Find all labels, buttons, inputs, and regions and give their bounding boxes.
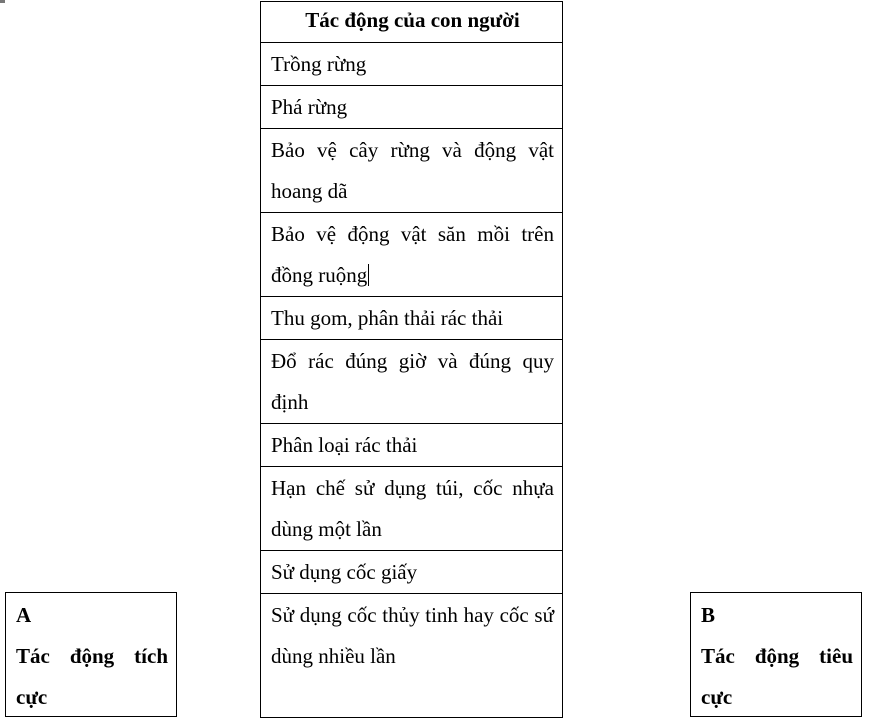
table-cell[interactable]: Bảo vệ cây rừng và động vật hoang dã bbox=[261, 129, 563, 213]
box-b-negative-impact[interactable] bbox=[690, 592, 862, 717]
box-b-letter: B bbox=[701, 603, 716, 627]
table-cell[interactable]: Phân loại rác thải bbox=[261, 424, 563, 467]
corner-mark bbox=[0, 0, 5, 3]
table-header: Tác động của con người bbox=[261, 2, 563, 43]
table-cell[interactable]: Sử dụng cốc giấy bbox=[261, 551, 563, 594]
table-row bbox=[261, 213, 563, 297]
table-row bbox=[261, 86, 563, 129]
table-cell[interactable]: Trồng rừng bbox=[261, 43, 563, 86]
box-a-label: Tác động tích cực bbox=[16, 644, 168, 709]
table-row bbox=[261, 340, 563, 424]
table-cell[interactable]: Hạn chế sử dụng túi, cốc nhựa dùng một lần bbox=[261, 467, 563, 551]
table-cell[interactable]: Phá rừng bbox=[261, 86, 563, 129]
table-cell-text: Bảo vệ động vật săn mồi trên đồng ruộng bbox=[271, 222, 554, 287]
table-cell-with-caret[interactable] bbox=[261, 213, 563, 297]
table-row bbox=[261, 551, 563, 594]
table-cell[interactable]: Sử dụng cốc thủy tinh hay cốc sứ dùng nhiều lần bbox=[261, 594, 563, 718]
human-impact-table bbox=[260, 1, 563, 718]
table-row bbox=[261, 594, 563, 718]
table-row bbox=[261, 43, 563, 86]
table-row bbox=[261, 129, 563, 213]
box-b-label: Tác động tiêu cực bbox=[701, 644, 853, 709]
text-cursor bbox=[368, 264, 369, 286]
table-cell[interactable]: Thu gom, phân thải rác thải bbox=[261, 297, 563, 340]
box-a-positive-impact[interactable] bbox=[5, 592, 177, 717]
table-row bbox=[261, 297, 563, 340]
table-cell[interactable]: Đổ rác đúng giờ và đúng quy định bbox=[261, 340, 563, 424]
table-header-row bbox=[261, 2, 563, 43]
table-row bbox=[261, 424, 563, 467]
table-row bbox=[261, 467, 563, 551]
box-a-letter: A bbox=[16, 603, 32, 627]
